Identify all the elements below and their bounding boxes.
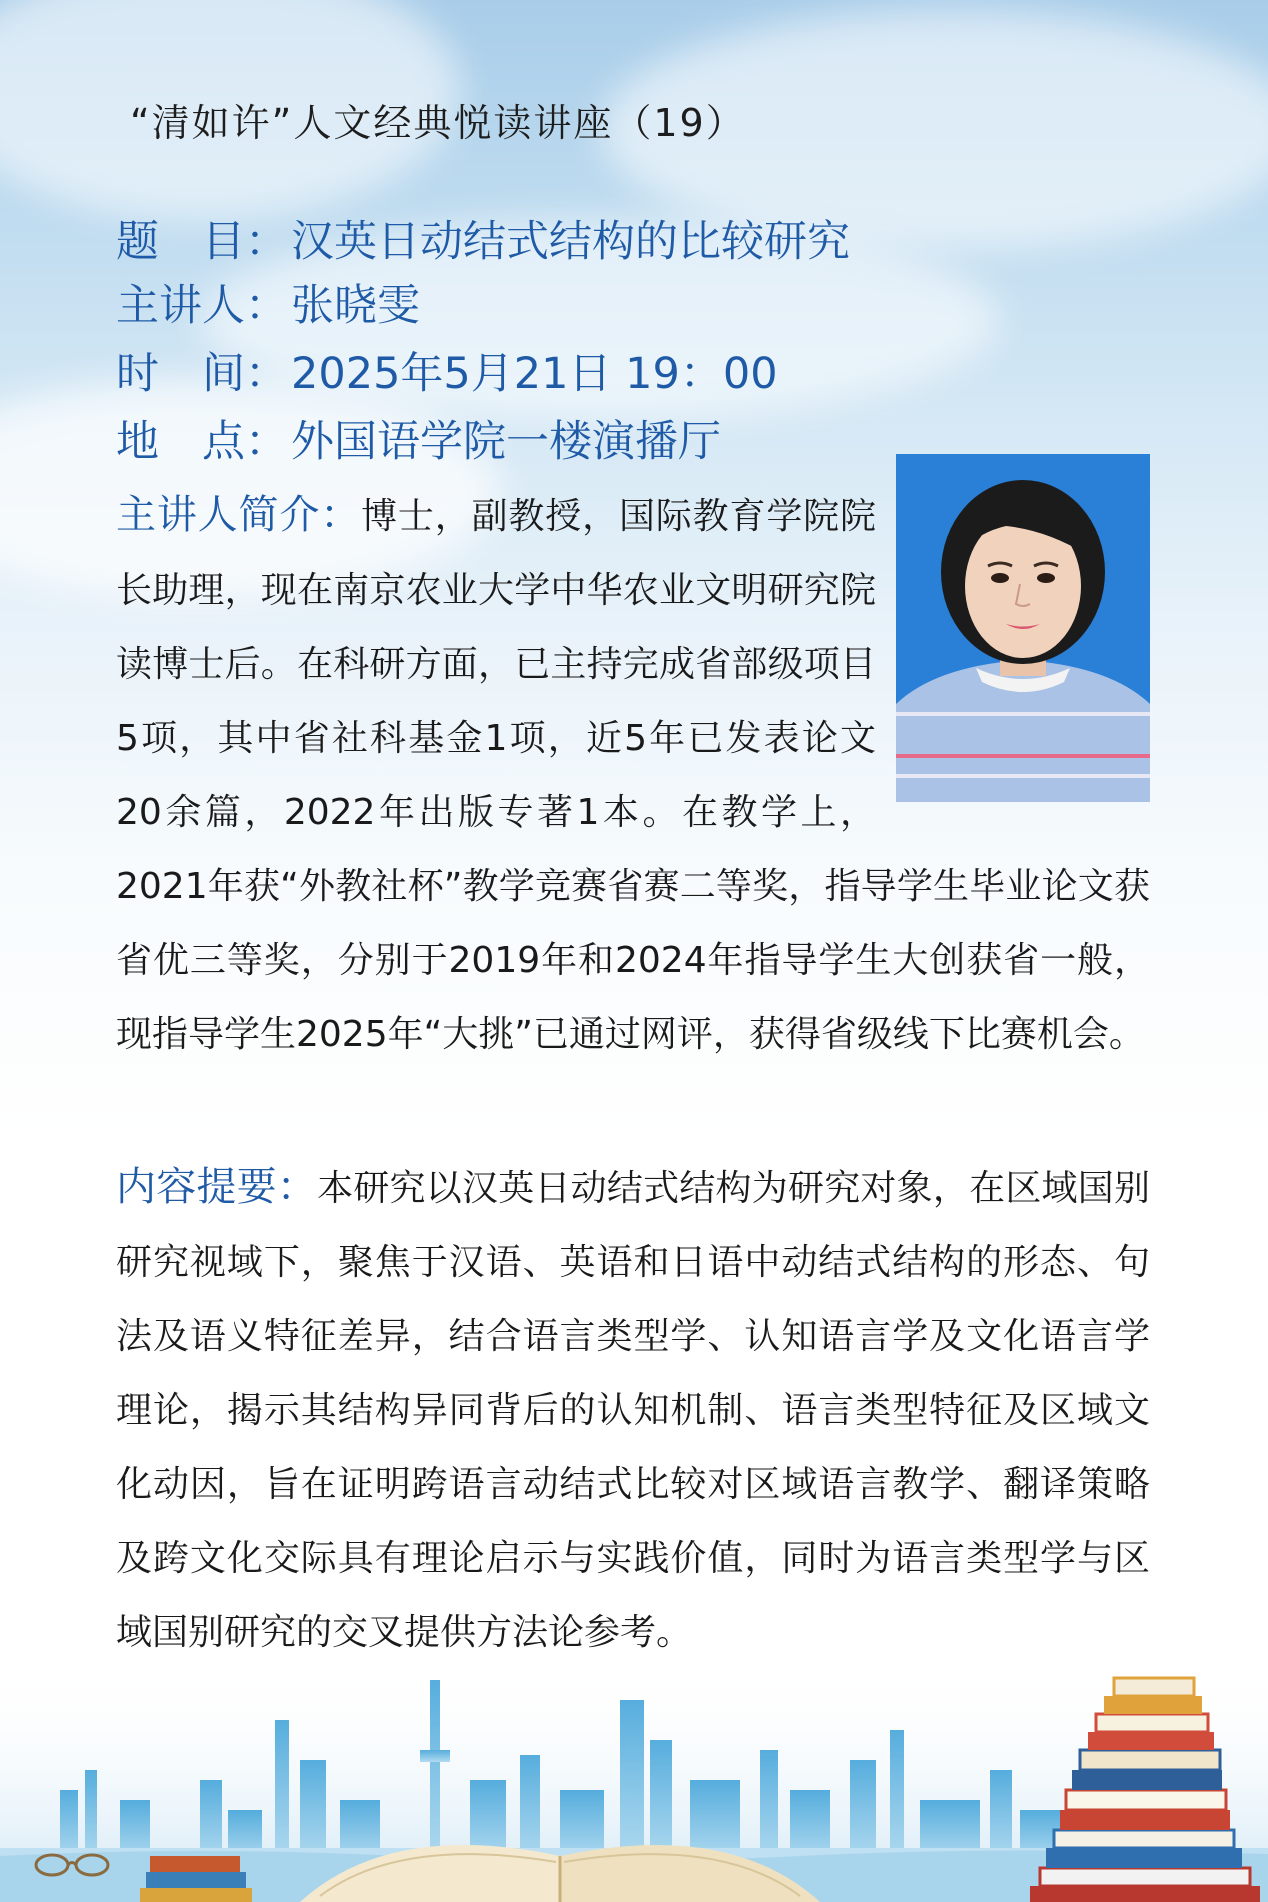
speaker-bio <box>116 478 1150 1072</box>
time-label: 时 间： <box>116 349 288 399</box>
lecture-abstract <box>116 1150 1150 1670</box>
place-value: 外国语学院一楼演播厅 <box>291 417 721 467</box>
series-title: “清如许”人文经典悦读讲座（19） <box>130 101 746 145</box>
topic-value: 汉英日动结式结构的比较研究 <box>291 217 850 267</box>
abstract-heading: 内容提要： <box>116 1164 318 1210</box>
time-value: 2025年5月21日 19：00 <box>291 349 778 399</box>
city-and-books-decoration <box>0 1660 1268 1902</box>
speaker-value: 张晓雯 <box>291 281 420 331</box>
abstract-text: 本研究以汉英日动结式结构为研究对象，在区域国别研究视域下，聚焦于汉语、英语和日语中动结式结构的形态、句法及语义特征差异，结合语言类型学、认知语言学及文化语言学理论，揭示其结构异同背后的认知机制、语言类型特征及区域文化动因，旨在证明跨语言动结式比较对区域语言教学、翻译策略及跨文化交际具有理论启示与实践价值，同时为语言类型学与区域国别研究的交叉提供方法论参考。 <box>116 1168 1150 1653</box>
topic-row <box>116 208 850 269</box>
time-row <box>116 340 778 401</box>
topic-label: 题 目： <box>116 217 288 267</box>
speaker-photo <box>896 454 1150 802</box>
book-stack-small-icon <box>140 1856 252 1902</box>
place-label: 地 点： <box>116 417 288 467</box>
place-row <box>116 408 721 469</box>
bio-text: 博士，副教授，国际教育学院院长助理，现在南京农业大学中华农业文明研究院读博士后。在科研方面，已主持完成省部级项目5项，其中省社科基金1项，近5年已发表论文20余篇，2022年出版专著1本。在教学上，2021年获“外教社杯”教学竞赛省赛二等奖，指导学生毕业论文获省优三等奖，分别于2019年和2024年指导学生大创获省一般，现指导学生2025年“大挑”已通过网评，获得省级线下比赛机会。 <box>116 496 1150 1055</box>
speaker-row <box>116 272 420 333</box>
speaker-label: 主讲人： <box>116 281 288 331</box>
bio-heading: 主讲人简介： <box>116 492 362 538</box>
